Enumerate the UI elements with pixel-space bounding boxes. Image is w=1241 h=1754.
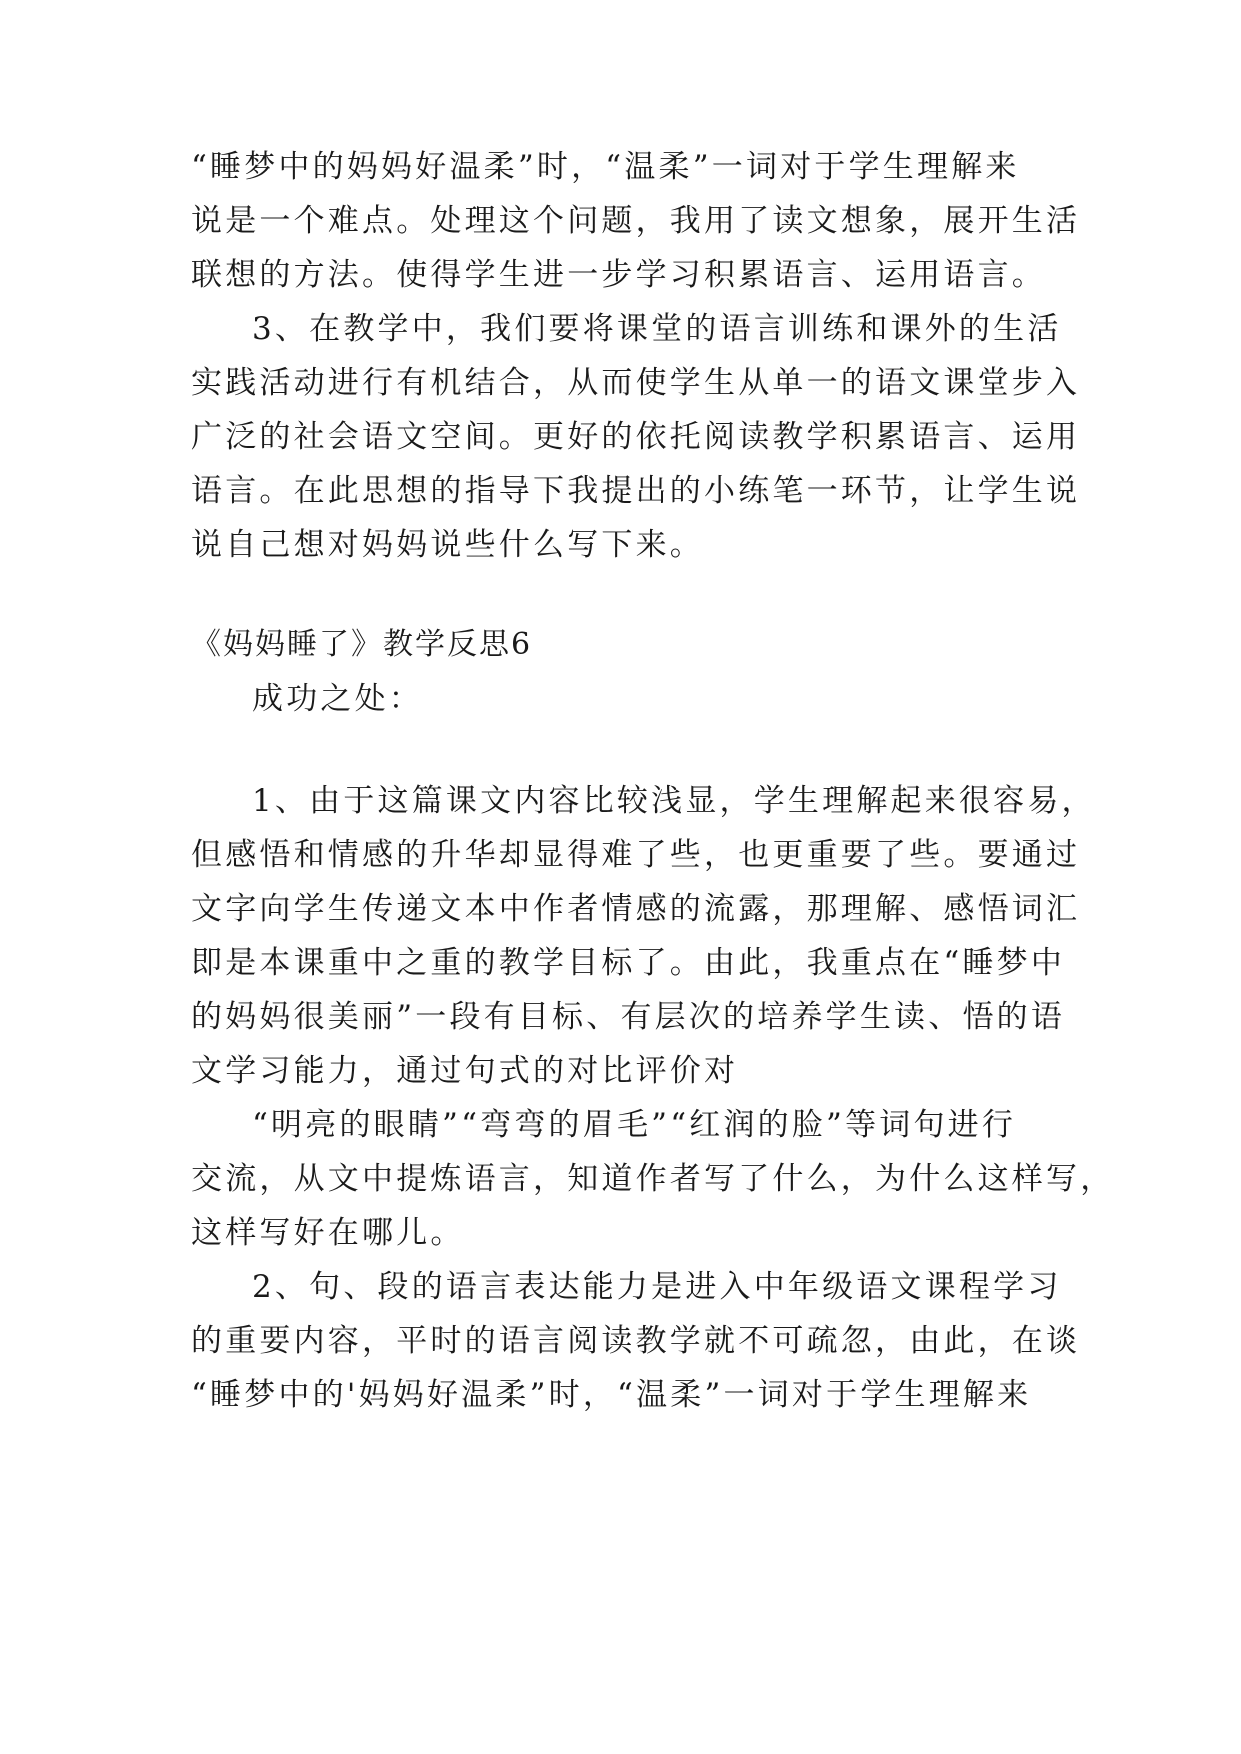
text-line: “睡梦中的妈妈好温柔”时，“温柔”一词对于学生理解来 bbox=[191, 149, 1020, 185]
text-line: 的重要内容，平时的语言阅读教学就不可疏忽，由此，在谈 bbox=[191, 1323, 1081, 1359]
text-line: 广泛的社会语文空间。更好的依托阅读教学积累语言、运用 bbox=[191, 419, 1081, 455]
text-line: 3、在教学中，我们要将课堂的语言训练和课外的生活 bbox=[252, 311, 1062, 347]
text-line: 文学习能力，通过句式的对比评价对 bbox=[191, 1053, 739, 1089]
text-line: 的妈妈很美丽”一段有目标、有层次的培养学生读、悟的语 bbox=[191, 999, 1066, 1035]
text-line: 2、句、段的语言表达能力是进入中年级语文课程学习 bbox=[252, 1269, 1062, 1305]
text-line: 文字向学生传递文本中作者情感的流露，那理解、感悟词汇 bbox=[191, 891, 1081, 927]
text-line: 实践活动进行有机结合，从而使学生从单一的语文课堂步入 bbox=[191, 365, 1081, 401]
text-line: 说是一个难点。处理这个问题，我用了读文想象，展开生活 bbox=[191, 203, 1081, 239]
text-line: 即是本课重中之重的教学目标了。由此，我重点在“睡梦中 bbox=[191, 945, 1066, 981]
text-line: “明亮的眼睛”“弯弯的眉毛”“红润的脸”等词句进行 bbox=[252, 1107, 1017, 1143]
text-line: “睡梦中的'妈妈好温柔”时，“温柔”一词对于学生理解来 bbox=[191, 1377, 1032, 1413]
text-line: 说自己想对妈妈说些什么写下来。 bbox=[191, 527, 704, 563]
text-line: 1、由于这篇课文内容比较浅显，学生理解起来很容易， bbox=[252, 783, 1096, 819]
text-line: 交流，从文中提炼语言，知道作者写了什么，为什么这样写， bbox=[191, 1161, 1115, 1197]
text-line: 语言。在此思想的指导下我提出的小练笔一环节，让学生说 bbox=[191, 473, 1081, 509]
subheading: 成功之处： bbox=[252, 681, 423, 717]
text-line: 这样写好在哪儿。 bbox=[191, 1215, 465, 1251]
section-heading: 《妈妈睡了》教学反思6 bbox=[191, 627, 533, 662]
text-line: 但感悟和情感的升华却显得难了些，也更重要了些。要通过 bbox=[191, 837, 1081, 873]
text-line: 联想的方法。使得学生进一步学习积累语言、运用语言。 bbox=[191, 257, 1046, 293]
